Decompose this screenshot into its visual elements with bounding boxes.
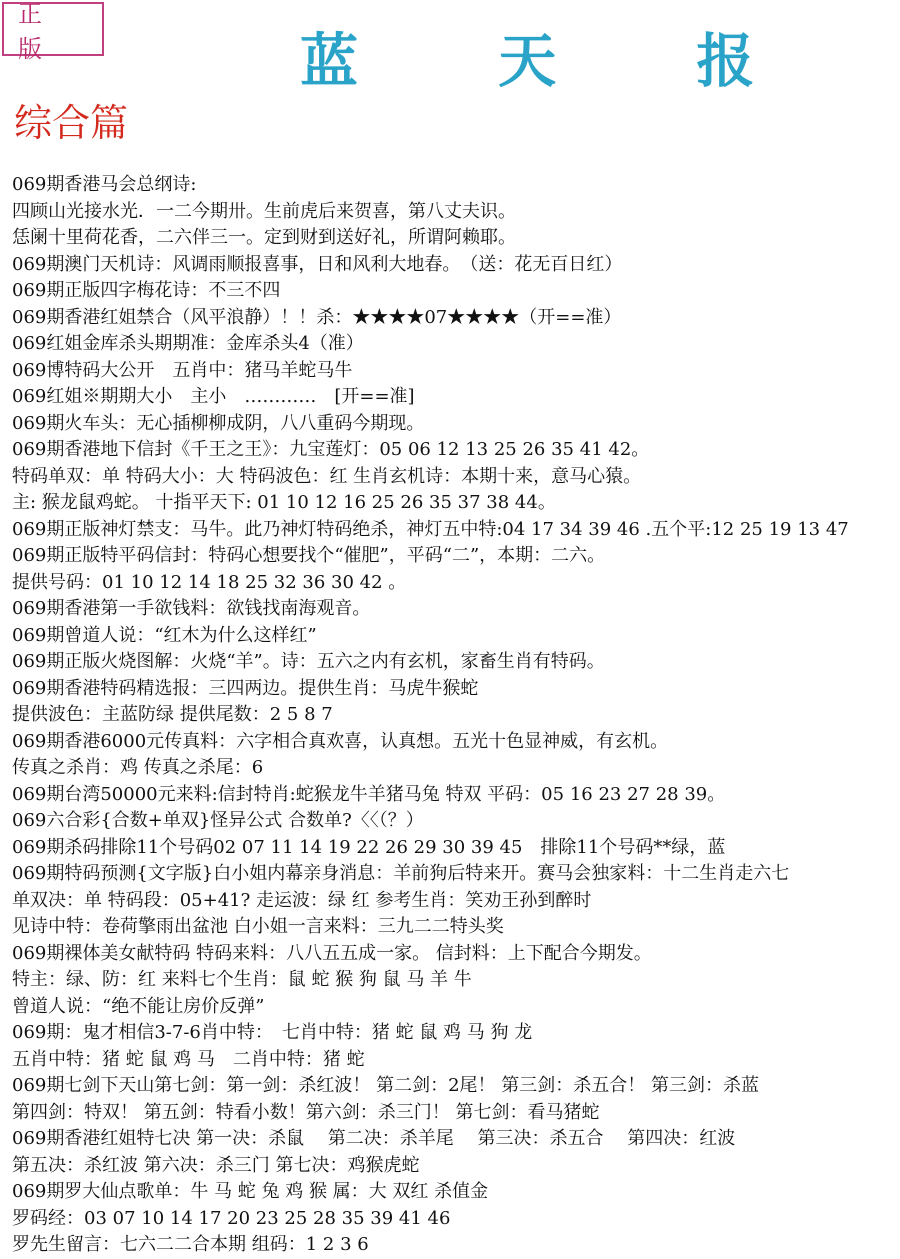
- text-line: 特主：绿、防：红 来料七个生肖：鼠 蛇 猴 狗 鼠 马 羊 牛: [12, 969, 472, 990]
- text-line: 069期特码预测{文字版}白小姐内幕亲身消息：羊前狗后特来开。赛马会独家料：十二生肖走六七: [12, 863, 790, 884]
- text-line: 恁阑十里荷花香，二六伴三一。定到财到送好礼，所谓阿赖耶。: [12, 227, 516, 248]
- text-line: 069期香港红姐特七决 第一决：杀鼠 第二决：杀羊尾 第三决：杀五合 第四决：红波: [12, 1128, 736, 1149]
- text-line: 069红姐金库杀头期期准：金库杀头4（准）: [12, 333, 364, 354]
- text-line: 069期罗大仙点歌单：牛 马 蛇 兔 鸡 猴 属：大 双红 杀值金: [12, 1181, 489, 1202]
- page-title: 蓝 天 报: [300, 27, 815, 95]
- text-line: 069期：鬼才相信3-7-6肖中特： 七肖中特：猪 蛇 鼠 鸡 马 狗 龙: [12, 1022, 533, 1043]
- text-line: 069期香港特码精选报：三四两边。提供生肖：马虎牛猴蛇: [12, 677, 479, 699]
- text-line: 四顾山光接水光．一二今期卅。生前虎后来贺喜，第八丈夫识。: [12, 200, 516, 222]
- text-line: 069期香港地下信封《千王之王》：九宝莲灯：05 06 12 13 25 26 35 41 42。: [12, 439, 650, 460]
- text-line: 069六合彩{合数+单双}怪异公式 合数单?〈〈（？）: [12, 810, 424, 831]
- section-heading: 综合篇: [14, 101, 129, 145]
- text-line: 069期正版神灯禁支：马牛。此乃神灯特码绝杀，神灯五中特:04 17 34 39 46 .五个平:12 25 19 13 47: [12, 518, 849, 540]
- text-line: 特码单双：单 特码大小：大 特码波色：红 生肖玄机诗：本期十来，意马心猿。: [12, 465, 642, 487]
- text-line: 提供号码：01 10 12 14 18 25 32 36 30 42 。: [12, 571, 407, 593]
- text-line: 069期裸体美女献特码 特码来料：八八五五成一家。 信封料：上下配合今期发。: [12, 942, 652, 964]
- text-line: 五肖中特：猪 蛇 鼠 鸡 马 二肖中特：猪 蛇: [12, 1048, 365, 1070]
- text-line: 069红姐※期期大小 主小 ………… [开==准]: [12, 386, 415, 407]
- text-line: 单双决：单 特码段：05+41? 走运波：绿 红 参考生肖：笑劝王孙到醉时: [12, 889, 592, 911]
- text-line: 069期正版火烧图解：火烧“羊”。诗：五六之内有玄机，家畜生肖有特码。: [12, 651, 605, 672]
- text-line: 罗码经：03 07 10 14 17 20 23 25 28 35 39 41 46: [12, 1207, 451, 1229]
- text-line: 069期七剑下天山第七剑：第一剑：杀红波！ 第二剑：2尾！ 第三剑：杀五合！ 第三剑：杀蓝: [12, 1075, 759, 1096]
- text-line: 069期正版特平码信封：特码心想要找个“催肥”，平码“二”，本期：二六。: [12, 545, 606, 566]
- text-line: 069期曾道人说：“红木为什么这样红”: [12, 624, 317, 646]
- text-line: 主: 猴龙鼠鸡蛇。 十指平天下: 01 10 12 16 25 26 35 37 38 44。: [12, 492, 556, 513]
- text-line: 069期台湾50000元来料:信封特肖:蛇猴龙牛羊猪马兔 特双 平码：05 16 23 27 28 39。: [12, 783, 726, 805]
- text-line: 069期正版四字梅花诗：不三不四: [12, 280, 281, 301]
- text-line: 069期香港马会总纲诗:: [12, 174, 197, 195]
- text-line: 见诗中特：卷荷擎雨出盆池 白小姐一言来料：三九二二特头奖: [12, 916, 504, 937]
- text-line: 069期杀码排除11个号码02 07 11 14 19 22 26 29 30 39 45 排除11个号码**绿，蓝: [12, 836, 726, 858]
- text-line: 第四剑：特双！ 第五剑：特看小数！第六剑：杀三门！ 第七剑：看马猪蛇: [12, 1101, 600, 1123]
- text-line: 069博特码大公开 五肖中：猪马羊蛇马牛: [12, 359, 353, 381]
- text-line: 罗先生留言：七六二二合本期 组码：1 2 3 6: [12, 1234, 369, 1255]
- text-line: 曾道人说：“绝不能让房价反弹”: [12, 995, 265, 1017]
- content-lines: [12, 172, 898, 1259]
- text-line: 069期火车头：无心插柳柳成阴，八八重码今期现。: [12, 412, 425, 434]
- edition-badge: 正 版: [2, 2, 104, 56]
- text-line: 第五决：杀红波 第六决：杀三门 第七决：鸡猴虎蛇: [12, 1154, 420, 1176]
- text-line: 069期香港第一手欲钱料：欲钱找南海观音。: [12, 598, 371, 619]
- text-line: 069期香港红姐禁合（风平浪静）！！杀：★★★★07★★★★（开==准）: [12, 306, 622, 328]
- text-line: 069期澳门天机诗：风调雨顺报喜事，日和风利大地春。 （送：花无百日红）: [12, 253, 623, 275]
- text-line: 069期香港6000元传真料：六字相合真欢喜，认真想。五光十色显神威，有玄机。: [12, 730, 669, 752]
- text-line: 传真之杀肖：鸡 传真之杀尾：6: [12, 757, 264, 778]
- text-line: 提供波色：主蓝防绿 提供尾数：2 5 8 7: [12, 704, 333, 725]
